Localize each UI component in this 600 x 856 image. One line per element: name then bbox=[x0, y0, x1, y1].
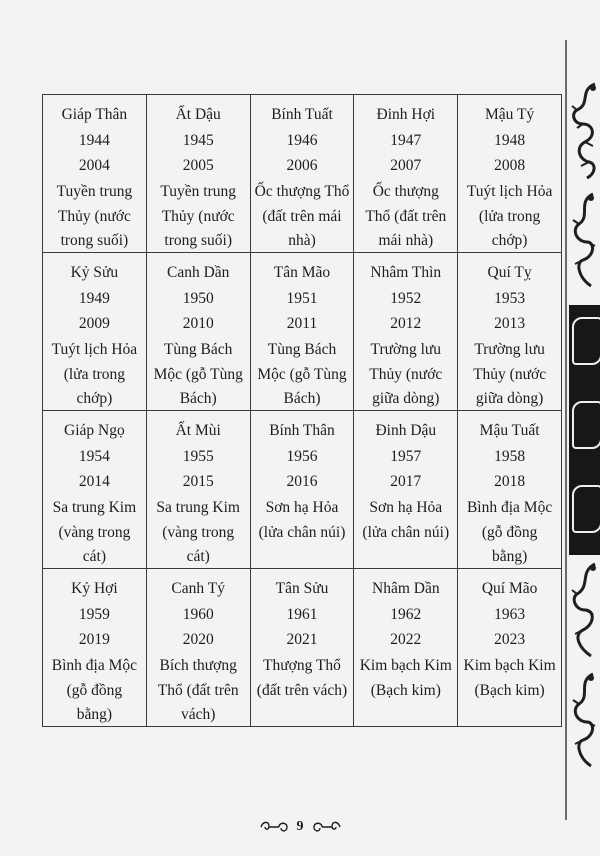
element-line: giữa dòng) bbox=[372, 390, 440, 407]
calligraphy-glyph-icon bbox=[572, 401, 600, 449]
year-cell bbox=[43, 411, 147, 569]
year-cell bbox=[43, 95, 147, 253]
can-chi-name: Ất Dậu bbox=[175, 106, 221, 123]
element-line: Bình địa Mộc bbox=[466, 498, 553, 516]
year-second: 2021 bbox=[286, 631, 318, 648]
year-second: 2015 bbox=[182, 473, 214, 490]
element-line: (vàng trong bbox=[58, 524, 131, 541]
element-line: Kim bạch Kim bbox=[359, 656, 452, 674]
element-line: Sơn hạ Hỏa bbox=[265, 498, 339, 516]
year-second: 2006 bbox=[286, 157, 318, 174]
year-cell bbox=[43, 253, 147, 411]
can-chi-name: Giáp Thân bbox=[61, 106, 128, 123]
table-row bbox=[43, 95, 562, 253]
year-first: 1947 bbox=[390, 131, 422, 149]
element-line: Sa trung Kim bbox=[156, 498, 240, 516]
year-second: 2010 bbox=[182, 315, 214, 332]
year-first: 1948 bbox=[494, 131, 526, 149]
calligraphy-glyph-icon bbox=[572, 485, 600, 533]
year-first: 1961 bbox=[286, 605, 318, 623]
element-line: Mộc (gỗ Tùng bbox=[257, 366, 347, 383]
page-footer bbox=[0, 812, 600, 842]
year-second: 2007 bbox=[390, 157, 422, 174]
element-line: trong suối) bbox=[164, 232, 232, 249]
element-line: chớp) bbox=[491, 232, 528, 249]
element-line: Trường lưu bbox=[474, 340, 545, 358]
year-cell bbox=[146, 95, 250, 253]
element-line: bằng) bbox=[76, 706, 113, 723]
can-chi-name: Đinh Hợi bbox=[376, 106, 436, 123]
element-line: (lửa trong bbox=[63, 366, 126, 383]
year-second: 2023 bbox=[494, 631, 526, 648]
year-second: 2019 bbox=[78, 631, 110, 648]
element-line: Thủy (nước bbox=[161, 208, 235, 225]
can-chi-name: Kỷ Sửu bbox=[70, 264, 119, 281]
year-second: 2011 bbox=[286, 315, 318, 332]
year-first: 1956 bbox=[286, 447, 318, 465]
element-line: Thượng Thổ bbox=[263, 656, 341, 674]
side-title-band bbox=[569, 305, 600, 555]
year-first: 1958 bbox=[494, 447, 526, 465]
element-line: Thổ (đất trên bbox=[365, 208, 447, 225]
can-chi-name: Mậu Tuất bbox=[479, 422, 540, 439]
element-line: bằng) bbox=[491, 548, 528, 565]
element-line: vách) bbox=[180, 706, 216, 723]
element-line: (lửa trong bbox=[478, 208, 541, 225]
year-second: 2018 bbox=[494, 473, 526, 490]
element-line: (đất trên vách) bbox=[256, 682, 348, 699]
year-first: 1945 bbox=[182, 131, 214, 149]
year-cell bbox=[354, 95, 458, 253]
calligraphy-glyph-icon bbox=[572, 317, 600, 365]
element-line: (lửa chân núi) bbox=[258, 524, 346, 541]
can-chi-name: Ất Mùi bbox=[175, 422, 221, 439]
element-line: giữa dòng) bbox=[475, 390, 544, 407]
year-first: 1960 bbox=[182, 605, 214, 623]
year-cell bbox=[458, 569, 562, 727]
element-line: Tùng Bách bbox=[163, 340, 233, 358]
year-first: 1951 bbox=[286, 289, 318, 307]
year-second: 2014 bbox=[78, 473, 110, 490]
year-first: 1950 bbox=[182, 289, 214, 307]
year-second: 2013 bbox=[494, 315, 526, 332]
can-chi-name: Quí Mão bbox=[481, 580, 538, 597]
year-first: 1946 bbox=[286, 131, 318, 149]
year-first: 1963 bbox=[494, 605, 526, 623]
year-cell bbox=[354, 411, 458, 569]
can-chi-name: Đinh Dậu bbox=[375, 422, 437, 439]
element-line: Thổ (đất trên bbox=[157, 682, 239, 699]
can-chi-name: Tân Sửu bbox=[275, 580, 329, 597]
element-line: Bích thượng bbox=[159, 656, 237, 674]
element-line: Ốc thượng Thổ bbox=[254, 182, 350, 200]
scroll-ornament-icon bbox=[312, 820, 342, 834]
element-line: (lửa chân núi) bbox=[362, 524, 450, 541]
element-line: Bách) bbox=[283, 390, 321, 407]
can-chi-name: Mậu Tý bbox=[484, 106, 535, 123]
element-line: Tuýt lịch Hỏa bbox=[466, 182, 553, 200]
dragon-ornament-icon bbox=[569, 670, 599, 770]
element-line: trong suối) bbox=[60, 232, 129, 249]
dragon-ornament-icon bbox=[569, 80, 599, 180]
page-number: 9 bbox=[296, 819, 304, 834]
element-line: Tuyền trung bbox=[56, 182, 133, 200]
year-cell bbox=[458, 95, 562, 253]
can-chi-name: Tân Mão bbox=[273, 264, 331, 281]
year-second: 2004 bbox=[78, 157, 110, 174]
element-line: Thủy (nước bbox=[369, 366, 443, 383]
element-line: Thủy (nước bbox=[57, 208, 131, 225]
element-line: Trường lưu bbox=[370, 340, 442, 358]
year-first: 1944 bbox=[78, 131, 110, 149]
scroll-ornament-icon bbox=[259, 820, 289, 834]
year-first: 1962 bbox=[390, 605, 422, 623]
dragon-ornament-icon bbox=[569, 560, 599, 660]
dragon-ornament-icon bbox=[569, 190, 599, 290]
year-second: 2017 bbox=[390, 473, 422, 490]
year-second: 2012 bbox=[390, 315, 422, 332]
year-cell bbox=[250, 411, 354, 569]
year-cell bbox=[250, 95, 354, 253]
element-line: Tuýt lịch Hỏa bbox=[51, 340, 138, 358]
year-cell bbox=[458, 411, 562, 569]
element-line: Tùng Bách bbox=[267, 340, 337, 358]
nap-am-table bbox=[42, 94, 562, 727]
year-first: 1952 bbox=[390, 289, 422, 307]
can-chi-name: Bính Tuất bbox=[271, 106, 333, 123]
element-line: Mộc (gỗ Tùng bbox=[153, 366, 243, 383]
year-cell bbox=[43, 569, 147, 727]
can-chi-name: Canh Dần bbox=[166, 264, 230, 281]
can-chi-name: Kỷ Hợi bbox=[71, 580, 118, 597]
year-cell bbox=[146, 253, 250, 411]
year-cell bbox=[458, 253, 562, 411]
element-line: Kim bạch Kim bbox=[463, 656, 556, 674]
year-second: 2008 bbox=[494, 157, 526, 174]
element-line: (Bạch kim) bbox=[474, 682, 545, 699]
element-line: (gỗ đồng bbox=[66, 682, 123, 699]
year-first: 1954 bbox=[78, 447, 110, 465]
table-row bbox=[43, 411, 562, 569]
element-line: chớp) bbox=[76, 390, 113, 407]
element-line: Sơn hạ Hỏa bbox=[369, 498, 443, 516]
year-first: 1957 bbox=[390, 447, 422, 465]
year-cell bbox=[250, 569, 354, 727]
element-line: Tuyền trung bbox=[160, 182, 237, 200]
can-chi-name: Canh Tý bbox=[171, 580, 225, 597]
element-line: Bình địa Mộc bbox=[51, 656, 138, 674]
element-line: cát) bbox=[186, 548, 210, 565]
year-cell bbox=[146, 411, 250, 569]
can-chi-name: Nhâm Dần bbox=[372, 580, 440, 597]
can-chi-name: Nhâm Thìn bbox=[370, 264, 442, 281]
element-line: (gỗ đồng bbox=[481, 524, 538, 541]
element-line: mái nhà) bbox=[378, 232, 434, 249]
element-line: Bách) bbox=[179, 390, 217, 407]
year-second: 2016 bbox=[286, 473, 318, 490]
year-first: 1955 bbox=[182, 447, 214, 465]
element-line: nhà) bbox=[288, 232, 316, 249]
year-second: 2020 bbox=[182, 631, 214, 648]
year-second: 2022 bbox=[390, 631, 422, 648]
year-first: 1953 bbox=[494, 289, 526, 307]
can-chi-name: Giáp Ngọ bbox=[64, 422, 125, 439]
element-line: (vàng trong bbox=[162, 524, 235, 541]
year-cell bbox=[146, 569, 250, 727]
year-cell bbox=[354, 569, 458, 727]
table-row bbox=[43, 253, 562, 411]
element-line: (Bạch kim) bbox=[370, 682, 441, 699]
year-first: 1949 bbox=[78, 289, 110, 307]
can-chi-name: Quí Tỵ bbox=[487, 264, 532, 281]
element-line: Sa trung Kim bbox=[52, 498, 137, 516]
element-line: Thủy (nước bbox=[473, 366, 547, 383]
element-line: Ốc thượng bbox=[372, 182, 439, 200]
year-cell bbox=[354, 253, 458, 411]
element-line: cát) bbox=[82, 548, 107, 565]
margin-rule bbox=[565, 40, 567, 820]
year-second: 2009 bbox=[78, 315, 110, 332]
element-line: (đất trên mái bbox=[262, 208, 342, 225]
year-cell bbox=[250, 253, 354, 411]
can-chi-name: Bính Thân bbox=[269, 422, 335, 439]
year-second: 2005 bbox=[182, 157, 214, 174]
year-first: 1959 bbox=[78, 605, 110, 623]
table-row bbox=[43, 569, 562, 727]
